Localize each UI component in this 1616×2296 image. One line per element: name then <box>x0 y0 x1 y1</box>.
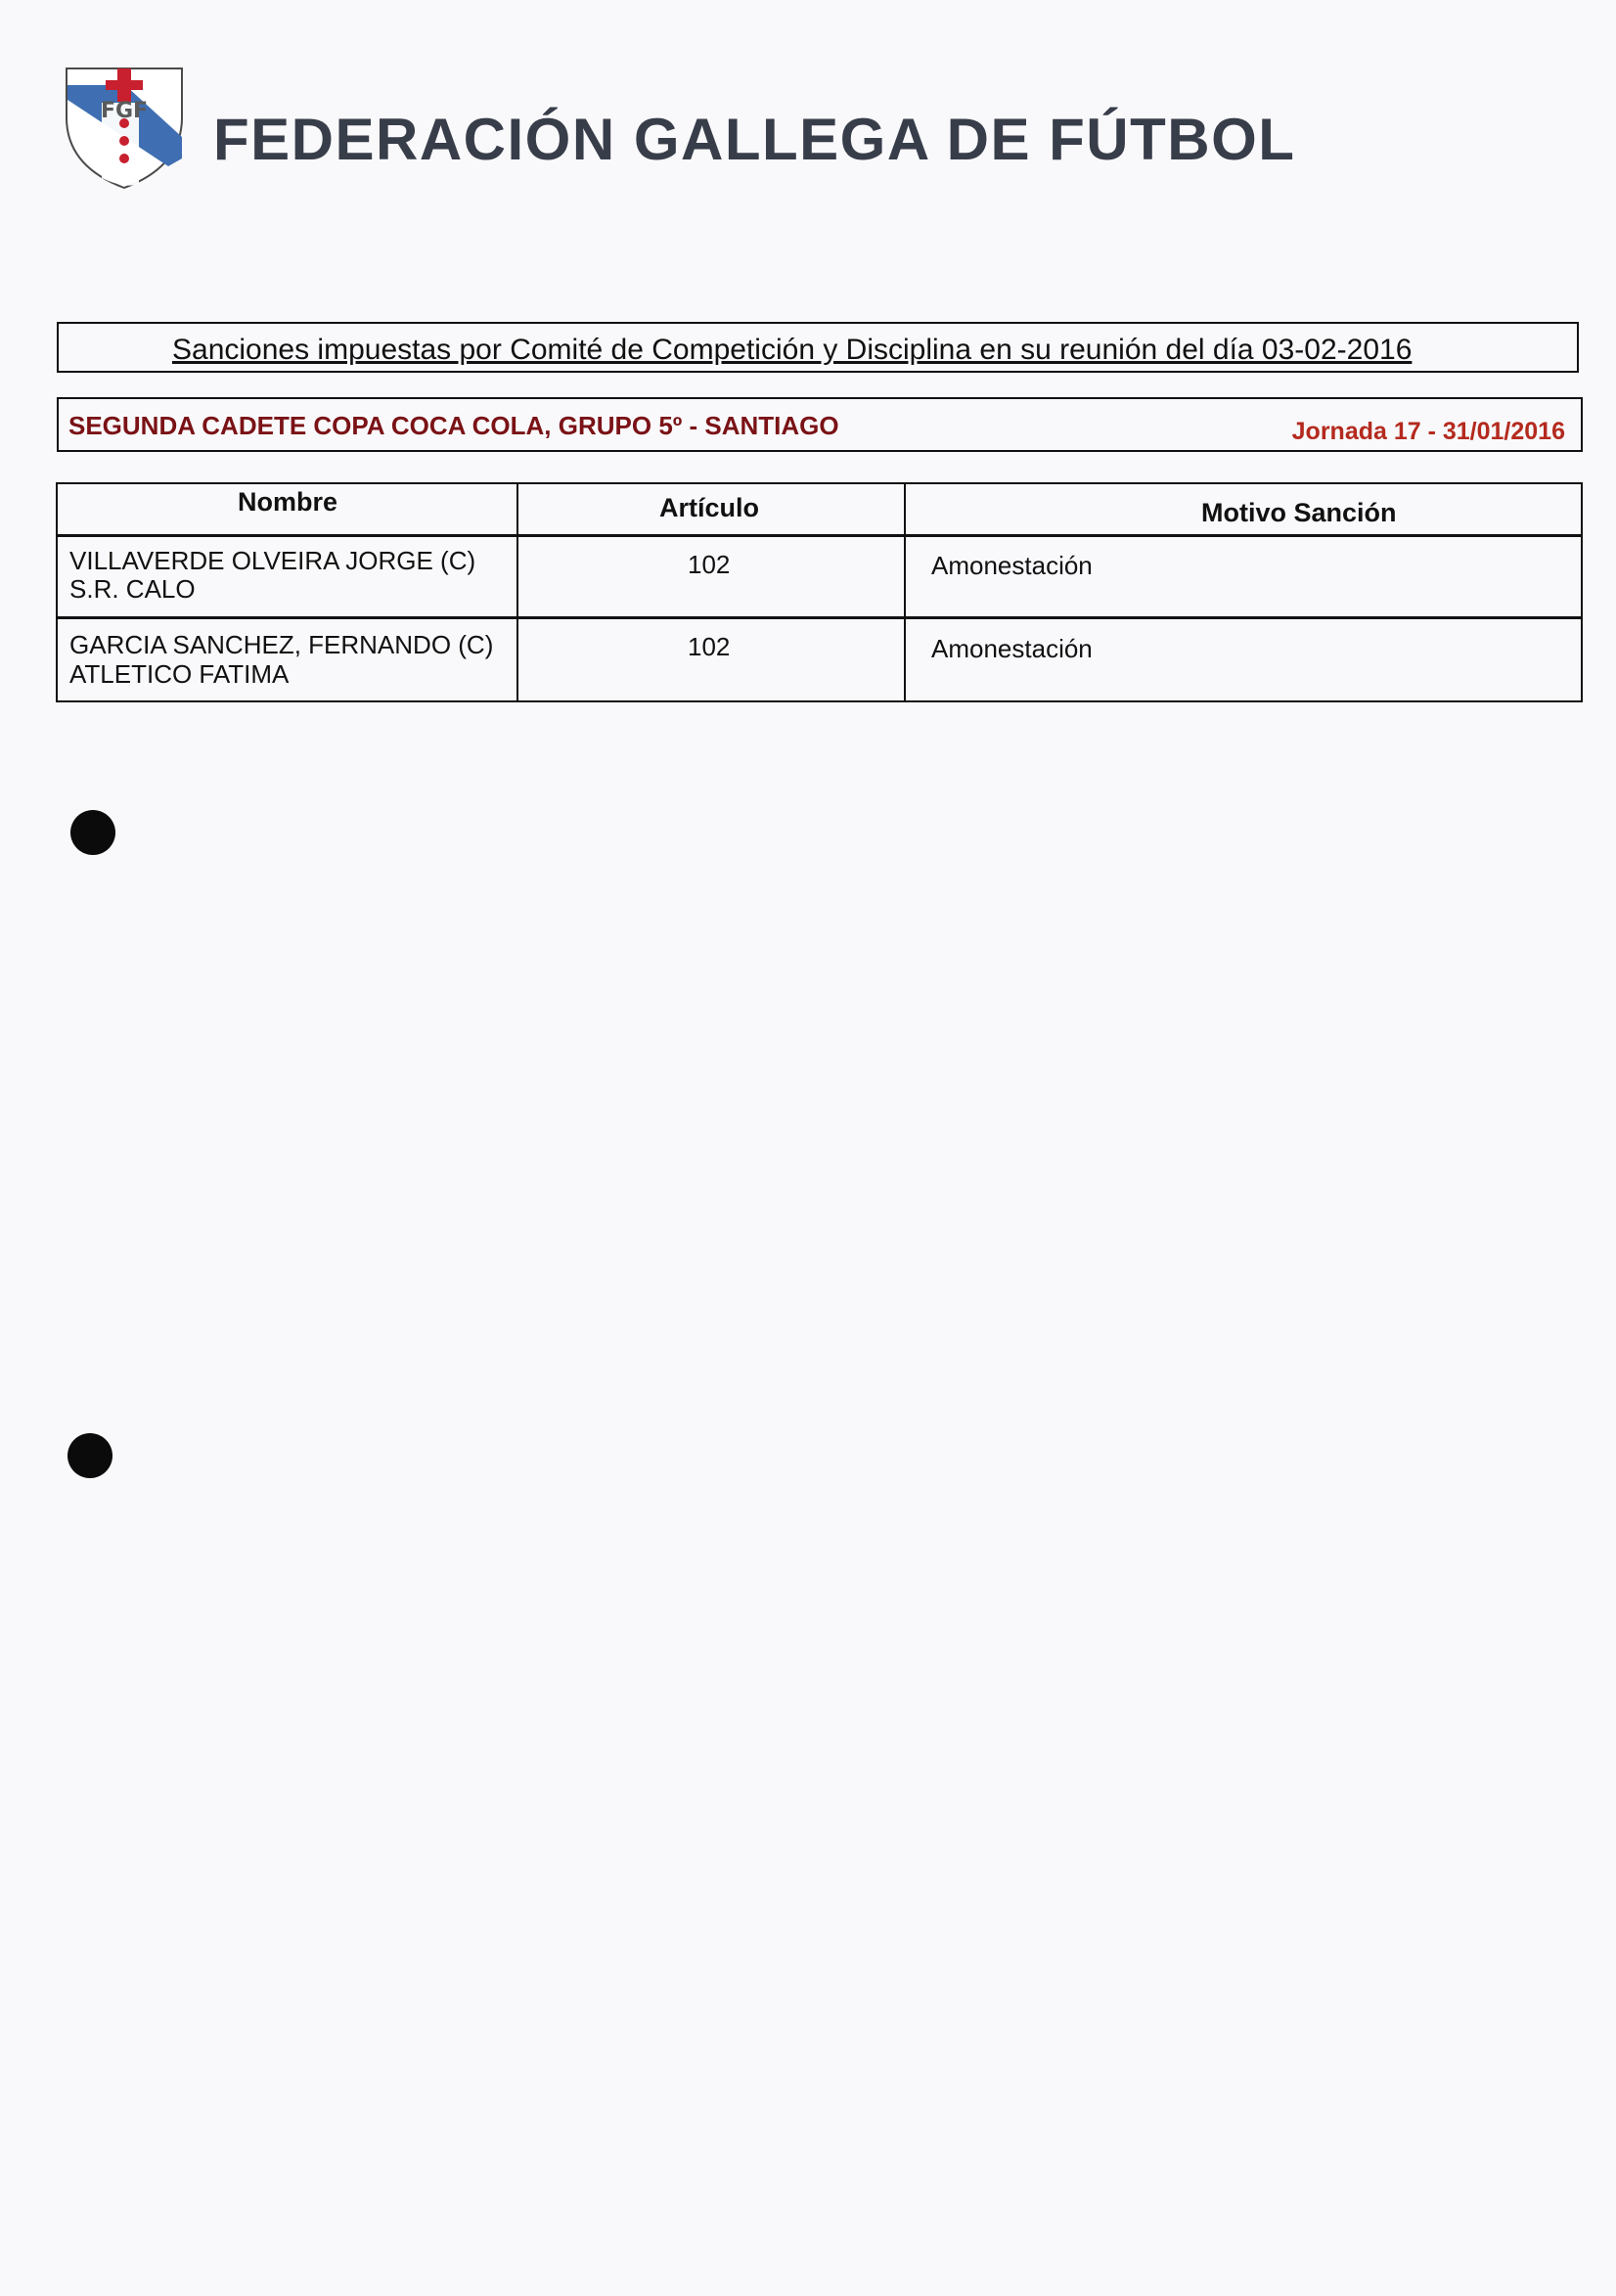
table-cell-articulo <box>516 535 906 618</box>
player-name: GARCIA SANCHEZ, FERNANDO (C) <box>69 630 494 659</box>
fgf-crest-logo <box>59 61 191 193</box>
sanciones-title: Sanciones impuestas por Comité de Competición y Disciplina en su reunión del día 03-02-2016 <box>172 334 1413 366</box>
header-motivo-cell <box>904 482 1583 536</box>
club-name: ATLETICO FATIMA <box>69 659 290 689</box>
table-row <box>56 617 518 702</box>
organization-title: FEDERACIÓN GALLEGA DE FÚTBOL <box>213 107 1296 172</box>
jornada-date: Jornada 17 - 31/01/2016 <box>1291 418 1565 445</box>
column-header-nombre: Nombre <box>238 487 338 517</box>
punch-hole <box>70 810 115 855</box>
header-articulo-cell <box>516 482 906 536</box>
competition-name: SEGUNDA CADETE COPA COCA COLA, GRUPO 5º - SANTIAGO <box>68 411 839 440</box>
table-row <box>56 535 518 618</box>
table-cell-articulo <box>516 617 906 702</box>
punch-hole <box>67 1433 112 1478</box>
club-name: S.R. CALO <box>69 574 196 604</box>
sanctions-table <box>56 482 1583 702</box>
table-cell-motivo <box>904 617 1583 702</box>
table-cell-motivo <box>904 535 1583 618</box>
articulo-value: 102 <box>688 632 731 661</box>
motivo-value: Amonestación <box>931 634 1093 663</box>
articulo-value: 102 <box>688 550 731 579</box>
column-header-articulo: Artículo <box>659 493 760 522</box>
motivo-value: Amonestación <box>931 551 1093 580</box>
header-nombre-cell <box>56 482 518 536</box>
column-header-motivo: Motivo Sanción <box>1201 498 1397 527</box>
player-name: VILLAVERDE OLVEIRA JORGE (C) <box>69 546 476 575</box>
logo-letters: FGF <box>100 99 149 123</box>
